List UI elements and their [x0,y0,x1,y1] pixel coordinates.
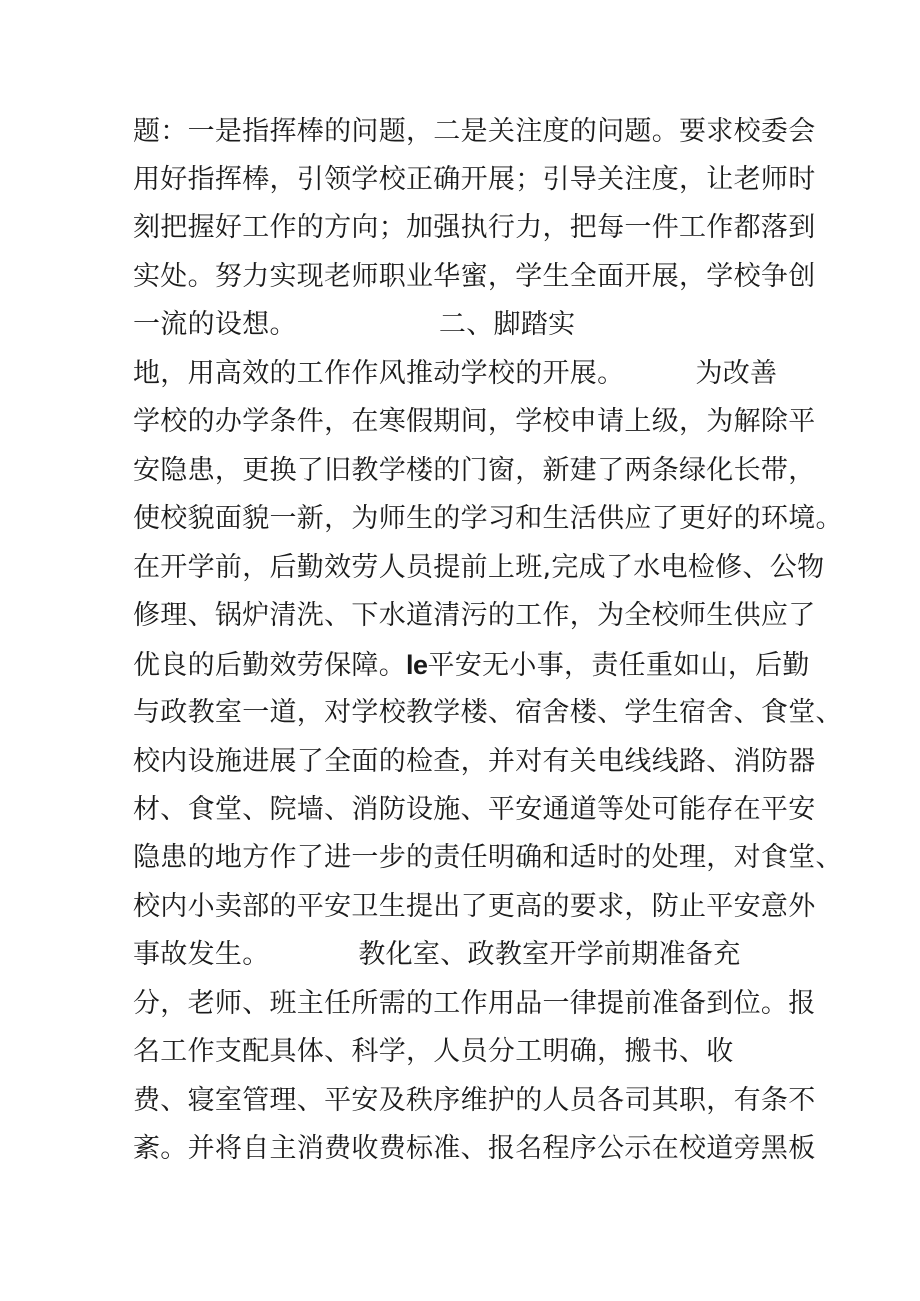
text-line-10: 在开学前，后勤效劳人员提前上班,完成了水电检修、公物 [133,552,825,583]
text-line-17: 校内小卖部的平安卫生提出了更高的要求，防止平安意外 [133,891,816,922]
text-line-22: 紊。并将自主消费收费标准、报名程序公示在校道旁黑板 [133,1133,816,1164]
inline-mark: le [406,650,428,680]
text-line-12 [133,645,810,685]
text-line-11: 修理、锅炉清洗、下水道清污的工作，为全校师生供应了 [133,600,816,631]
text-line-1: 题：一是指挥棒的问题，二是关注度的问题。要求校委会 [133,116,816,147]
text-line-12-start: 优良的后勤效劳保障。 [133,650,406,681]
text-line-13: 与政教室一道，对学校教学楼、宿舍楼、学生宿舍、食堂、 [133,697,843,728]
text-line-19: 分，老师、班主任所需的工作用品一律提前准备到位。报 [133,988,816,1019]
text-line-9: 使校貌面貌一新，为师生的学习和生活供应了更好的环境。 [133,503,843,534]
text-line-16: 隐患的地方作了进一步的责任明确和适时的处理，对食堂、 [133,842,843,873]
text-line-7: 学校的办学条件，在寒假期间，学校申请上级，为解除平 [133,406,816,437]
text-line-21: 费、寝室管理、平安及秩序维护的人员各司其职，有条不 [133,1085,816,1116]
text-line-8: 安隐患，更换了旧教学楼的门窗，新建了两条绿化长带， [133,455,816,486]
text-line-15: 材、食堂、院墙、消防设施、平安通道等处可能存在平安 [133,794,816,825]
text-line-5: 一流的设想。 二、脚踏实 [133,309,576,340]
text-line-4: 实处。努力实现老师职业华蜜，学生全面开展，学校争创 [133,261,816,292]
text-line-12-end: 平安无小事，责任重如山，后勤 [427,650,810,681]
text-line-14: 校内设施进展了全面的检查，并对有关电线线路、消防器 [133,746,816,777]
text-line-3: 刻把握好工作的方向；加强执行力，把每一件工作都落到 [133,212,816,243]
text-line-6: 地，用高效的工作作风推动学校的开展。 为改善 [133,358,778,389]
text-line-2: 用好指挥棒，引领学校正确开展；引导关注度，让老师时 [133,164,816,195]
text-line-18: 事故发生。 教化室、政教室开学前期准备充 [133,939,741,970]
text-line-20: 名工作支配具体、科学，人员分工明确，搬书、收 [133,1036,734,1067]
